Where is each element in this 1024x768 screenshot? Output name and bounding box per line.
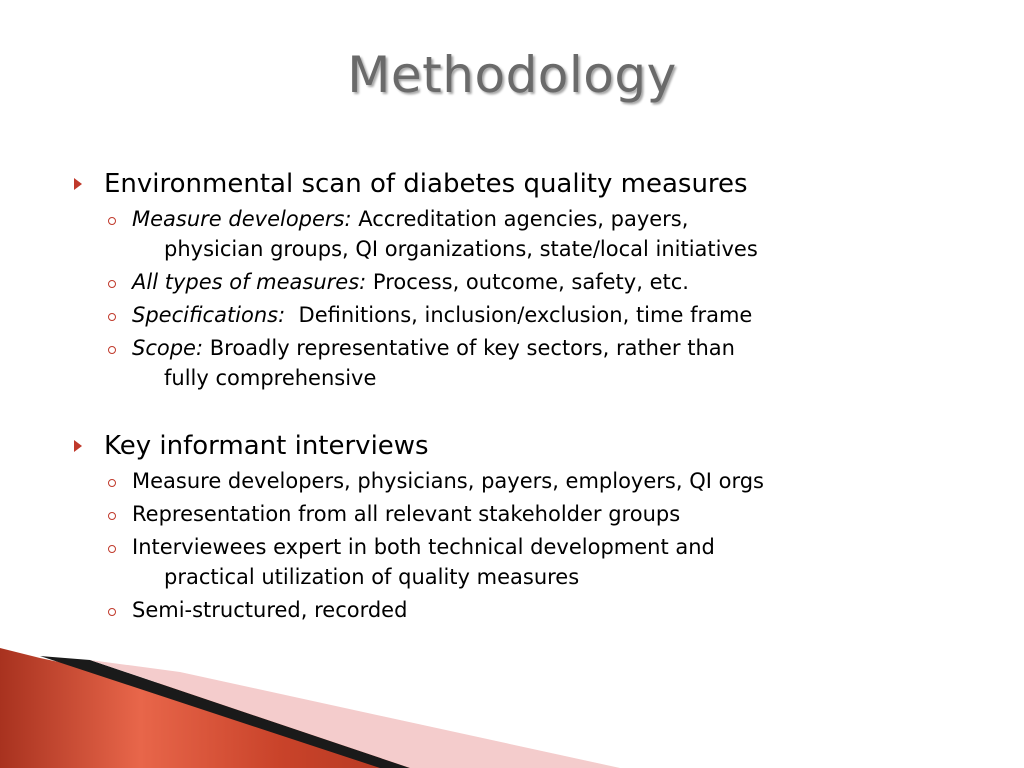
item-text: Semi-structured, recorded [132,598,408,622]
slide-title: Methodology [347,46,677,104]
bullet-key-informant-interviews [72,428,972,464]
item-label: Measure developers: [132,207,352,231]
list-item [72,204,972,264]
circle-bullet-icon [108,217,116,225]
item-text: Broadly representative of key sectors, rather than [203,336,735,360]
list-item [72,595,972,625]
item-label: Scope: [132,336,204,360]
decorative-swoosh [0,638,1024,768]
list-item [72,333,972,393]
item-text-continuation: physician groups, QI organizations, state/local initiatives [164,237,758,261]
circle-bullet-icon [108,512,116,520]
item-text-continuation: practical utilization of quality measures [164,565,580,589]
item-text-continuation: fully comprehensive [164,366,377,390]
item-text: Accreditation agencies, payers, [351,207,689,231]
sub-list-key-informant-interviews [72,466,972,625]
item-label: Specifications: [132,303,286,327]
bullet-environmental-scan [72,166,972,202]
item-text: Interviewees expert in both technical development and [132,535,715,559]
item-text: Process, outcome, safety, etc. [366,270,689,294]
circle-bullet-icon [108,346,116,354]
arrow-bullet-icon [74,178,82,190]
circle-bullet-icon [108,545,116,553]
circle-bullet-icon [108,313,116,321]
bullet-heading: Environmental scan of diabetes quality measures [104,169,748,199]
list-item [72,267,972,297]
circle-bullet-icon [108,479,116,487]
item-text: Measure developers, physicians, payers, employers, QI orgs [132,469,764,493]
item-label: All types of measures: [132,270,367,294]
list-item [72,466,972,496]
slide-body [72,166,972,628]
list-item [72,532,972,592]
item-text: Definitions, inclusion/exclusion, time frame [285,303,753,327]
list-item [72,300,972,330]
sub-list-environmental-scan [72,204,972,393]
list-item [72,499,972,529]
circle-bullet-icon [108,280,116,288]
circle-bullet-icon [108,608,116,616]
item-text: Representation from all relevant stakeholder groups [132,502,681,526]
arrow-bullet-icon [74,440,82,452]
bullet-heading: Key informant interviews [104,431,429,461]
